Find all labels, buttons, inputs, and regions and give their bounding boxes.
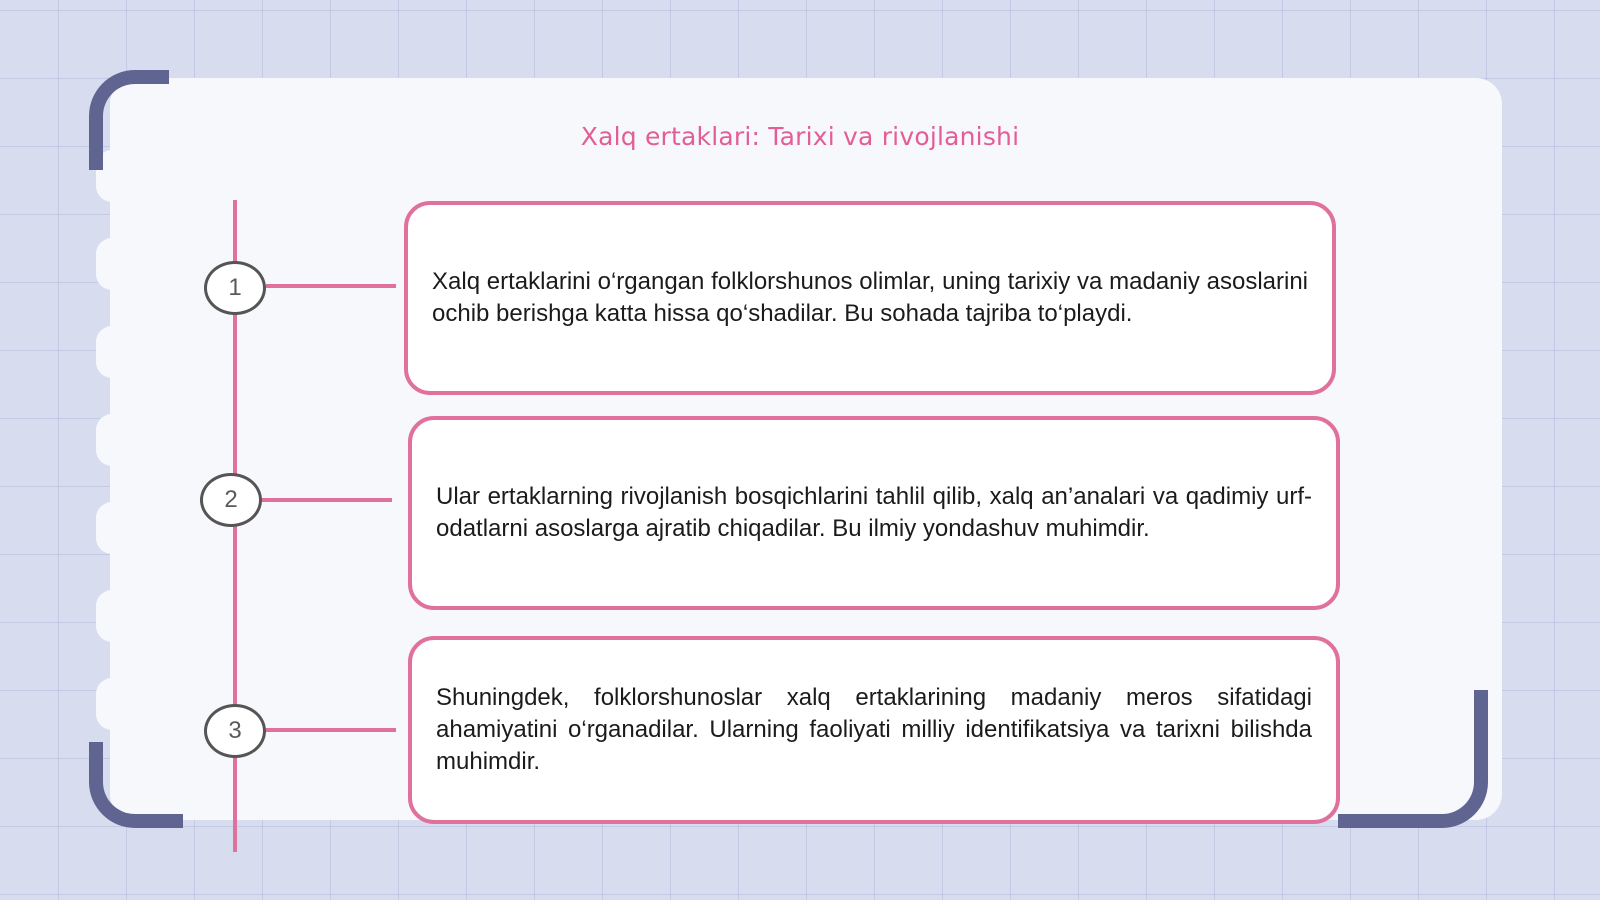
card-scallop-edge	[96, 678, 128, 730]
timeline-text-3: Shuningdek, folklorshunoslar xalq ertaklarining madaniy meros sifatidagi ahamiyatini o‘rganadilar. Ularning faoliyati milliy identifikatsiya va tarixni bilishda muhimdir.	[436, 684, 1312, 775]
timeline-connector-3	[266, 728, 396, 732]
timeline-text-1: Xalq ertaklarini o‘rgangan folklorshunos olimlar, uning tarixiy va madaniy asoslarini ochib berishga katta hissa qo‘shadilar. Bu sohada tajriba to‘playdi.	[432, 268, 1308, 327]
card-scallop-edge	[96, 502, 128, 554]
slide-title: Xalq ertaklari: Tarixi va rivojlanishi	[580, 122, 1020, 151]
timeline-box-1	[404, 201, 1336, 395]
timeline-marker-1: 1	[204, 261, 266, 315]
card-scallop-edge	[96, 326, 128, 378]
timeline-marker-3: 3	[204, 704, 266, 758]
card-scallop-edge	[96, 238, 128, 290]
timeline-connector-2	[262, 498, 392, 502]
timeline-marker-2: 2	[200, 473, 262, 527]
corner-bracket-top-left	[89, 70, 169, 170]
timeline-text-2: Ular ertaklarning rivojlanish bosqichlarini tahlil qilib, xalq an’analari va qadimiy urf-odatlarni asoslarga ajratib chiqadilar. Bu ilmiy yondashuv muhimdir.	[436, 483, 1312, 542]
timeline-box-3	[408, 636, 1340, 824]
card-scallop-edge	[96, 414, 128, 466]
corner-bracket-bottom-left	[89, 742, 183, 828]
card-scallop-edge	[96, 590, 128, 642]
timeline-box-2	[408, 416, 1340, 610]
corner-bracket-bottom-right	[1338, 690, 1488, 828]
timeline-connector-1	[266, 284, 396, 288]
